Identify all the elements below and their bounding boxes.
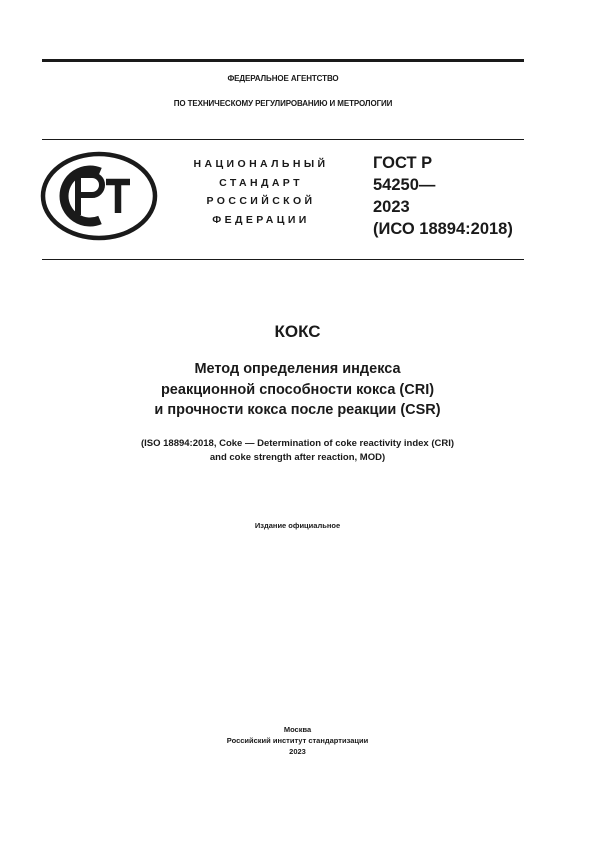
designation-line: 2023 [373,198,410,216]
national-standard-line: НАЦИОНАЛЬНЫЙ [193,158,329,170]
designation-line: (ИСО 18894:2018) [373,220,513,238]
rst-mark-icon [40,151,158,241]
iso-reference-line: (ISO 18894:2018, Coke — Determination of coke reactivity index (CRI) [140,438,455,449]
iso-reference-line: and coke strength after reaction, MOD) [209,451,386,463]
designation-line: ГОСТ Р [373,154,433,172]
imprint-city: Москва [283,725,312,734]
national-standard-line: РОССИЙСКОЙ [206,195,316,207]
agency-line-2: ПО ТЕХНИЧЕСКОМУ РЕГУЛИРОВАНИЮ И МЕТРОЛОГИИ [173,99,393,108]
top-rule [42,59,524,62]
imprint [0,724,595,757]
subtitle-line: реакционной способности кокса (CRI) [160,381,435,398]
subtitle-line: Метод определения индекса [194,361,401,377]
standard-designation [373,152,513,240]
agency-line-1: ФЕДЕРАЛЬНОЕ АГЕНТСТВО [227,74,339,83]
imprint-publisher: Российский институт стандартизации [226,736,369,745]
document-subtitle [0,359,595,421]
subtitle-line: и прочности кокса после реакции (CSR) [154,402,441,418]
imprint-year: 2023 [289,747,306,756]
edition-label: Издание официальное [254,521,341,530]
header-divider [42,139,524,140]
designation-line: 54250— [373,176,436,194]
header-bottom-rule [42,259,524,260]
national-standard-line: СТАНДАРТ [219,176,303,189]
national-standard-line: ФЕДЕРАЦИИ [212,213,310,226]
document-title: КОКС [274,322,321,341]
national-standard-label [172,155,350,229]
iso-reference [0,437,595,464]
